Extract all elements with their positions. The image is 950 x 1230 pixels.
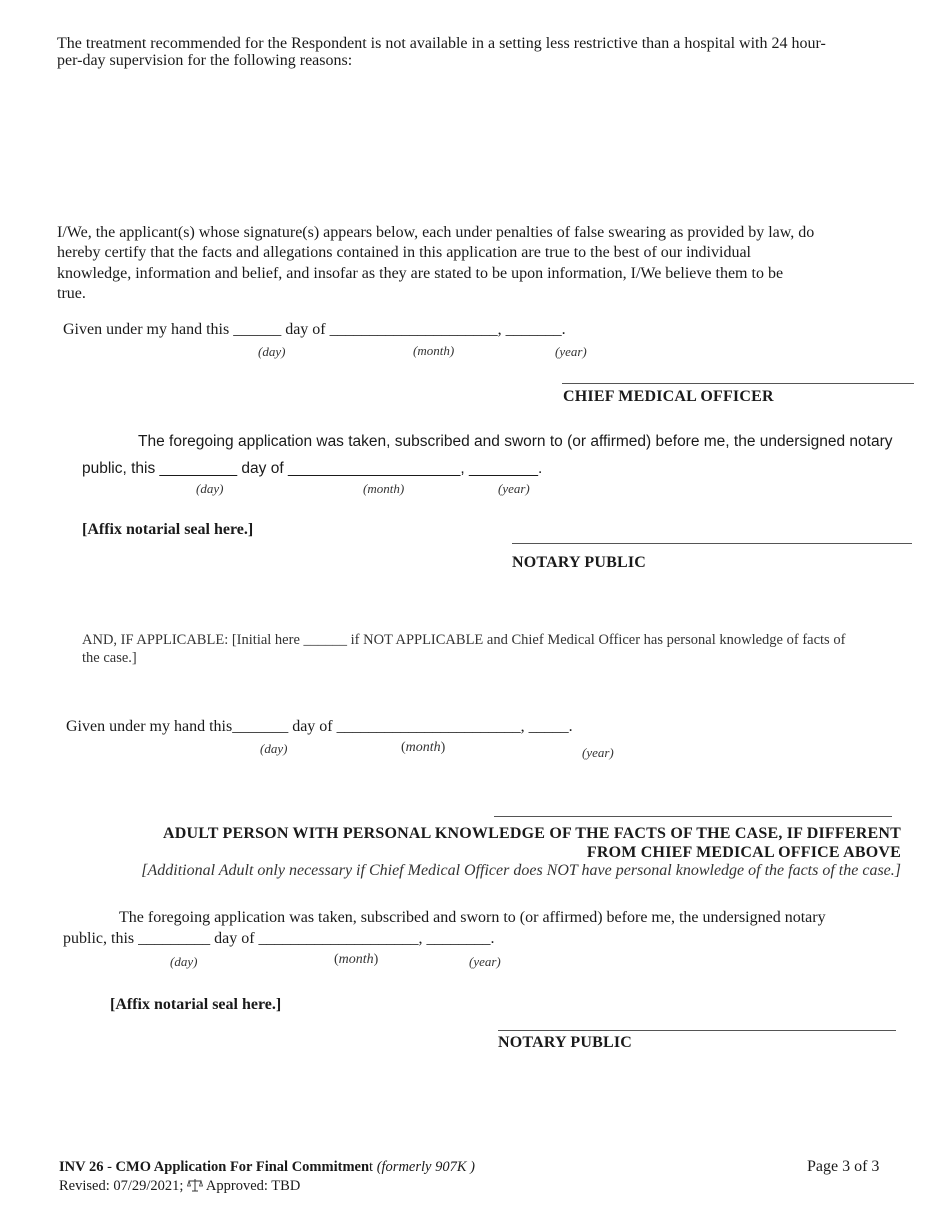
cmo-title: CHIEF MEDICAL OFFICER [563, 388, 774, 405]
notary2-year-caption: (year) [469, 954, 501, 969]
given-line-1: Given under my hand this ______ day of _____________________, _______. [63, 321, 566, 338]
certification-line-2: hereby certify that the facts and allegations contained in this application are true to the best of our individual [57, 244, 751, 261]
notary2-month-caption: (month) [334, 952, 379, 967]
certification-line-3: knowledge, information and belief, and insofar as they are stated to be upon information, I/We believe them to be [57, 265, 784, 282]
notary1-line-1: The foregoing application was taken, subscribed and sworn to (or affirmed) before me, the undersigned notary [138, 433, 893, 450]
reasons-line-1: The treatment recommended for the Respondent is not available in a setting less restrictive than a hospital with 24 hour- [57, 35, 826, 52]
notary1-signature-line [512, 543, 912, 544]
notary1-seal-note: [Affix notarial seal here.] [82, 521, 254, 538]
given1-day-caption: (day) [258, 344, 286, 359]
footer-formerly: (formerly 907K ) [373, 1159, 475, 1175]
notary2-seal-note: [Affix notarial seal here.] [110, 996, 282, 1013]
notary2-signature-line [498, 1030, 896, 1031]
notary1-title: NOTARY PUBLIC [512, 554, 647, 571]
certification-line-4: true. [57, 285, 86, 302]
given2-day-caption: (day) [260, 741, 288, 756]
scales-icon [187, 1178, 203, 1192]
notary2-day-caption: (day) [170, 954, 198, 969]
adult-signature-line [494, 816, 892, 817]
certification-line-1: I/We, the applicant(s) whose signature(s) appears below, each under penalties of false swearing as provided by law, do [57, 224, 815, 241]
applicable-line-2: the case.] [82, 650, 137, 666]
notary1-year-caption: (year) [498, 481, 530, 496]
notary1-month-caption: (month) [363, 481, 405, 496]
given2-month-caption: (month) [401, 740, 446, 755]
footer-form-name: CMO Application For Final Commitmen [115, 1159, 370, 1175]
given2-year-caption: (year) [582, 745, 614, 760]
reasons-line-2: per-day supervision for the following reasons: [57, 52, 353, 69]
adult-note: [Additional Adult only necessary if Chief Medical Officer does NOT have personal knowledge of the facts of the case.] [141, 862, 901, 879]
footer-revised: Revised: 07/29/2021; [59, 1178, 184, 1194]
notary2-line-2: public, this _________ day of ____________________, ________. [63, 930, 495, 947]
footer-approved: Approved: TBD [205, 1178, 301, 1194]
footer-form-line: INV 26 - CMO Application For Final Commitment (formerly 907K ) [59, 1159, 475, 1175]
footer-form-id: INV 26 [59, 1159, 104, 1175]
notary1-day-caption: (day) [196, 481, 224, 496]
notary1-line-2: public, this _________ day of ____________________, ________. [82, 460, 543, 477]
adult-title-line-2: FROM CHIEF MEDICAL OFFICE ABOVE [586, 844, 901, 861]
cmo-signature-line [562, 383, 914, 384]
adult-title-line-1: ADULT PERSON WITH PERSONAL KNOWLEDGE OF THE FACTS OF THE CASE, IF DIFFERENT [163, 825, 901, 842]
notary2-title: NOTARY PUBLIC [498, 1034, 633, 1051]
given-line-2: Given under my hand this_______ day of _______________________, _____. [66, 718, 573, 735]
footer-revised-line [59, 1177, 300, 1195]
given1-year-caption: (year) [555, 344, 587, 359]
page-number: Page 3 of 3 [807, 1158, 880, 1175]
given1-month-caption: (month) [413, 343, 455, 358]
notary2-line-1: The foregoing application was taken, subscribed and sworn to (or affirmed) before me, the undersigned notary [119, 909, 826, 926]
applicable-line-1: AND, IF APPLICABLE: [Initial here ______ if NOT APPLICABLE and Chief Medical Officer has personal knowledge of facts of [82, 632, 846, 648]
